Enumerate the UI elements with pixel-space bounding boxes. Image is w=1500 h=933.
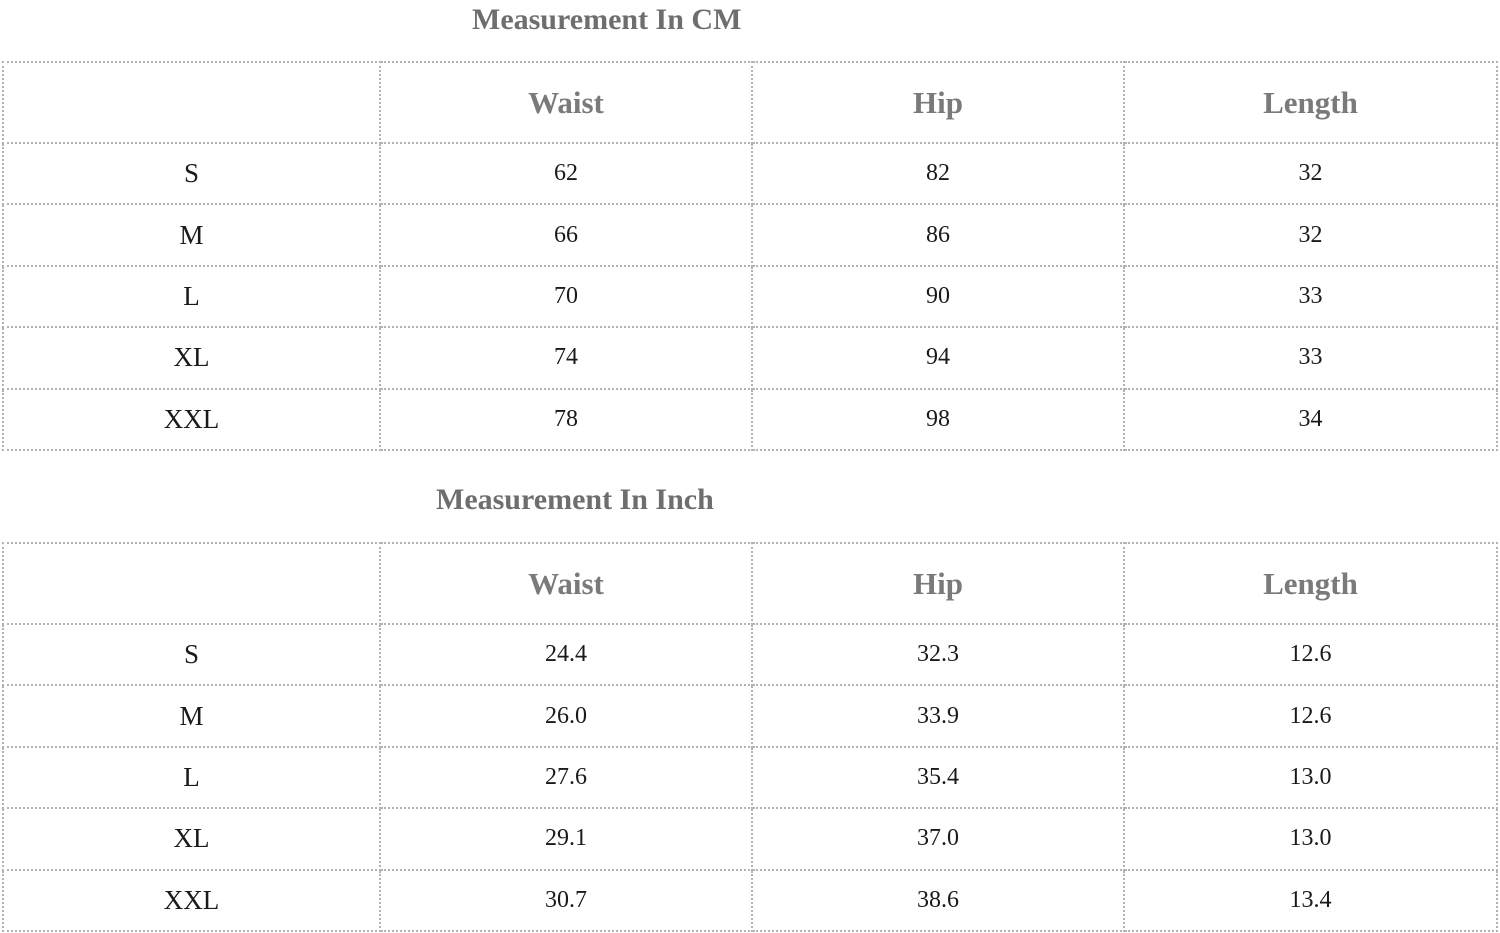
size-label: M (3, 685, 380, 746)
waist-value: 30.7 (380, 870, 752, 931)
hip-value: 86 (752, 204, 1124, 265)
length-value: 33 (1124, 327, 1497, 388)
size-label: M (3, 204, 380, 265)
waist-value: 24.4 (380, 624, 752, 685)
size-label: XXL (3, 389, 380, 450)
hip-value: 37.0 (752, 808, 1124, 869)
table-row (3, 747, 1497, 808)
cm-table-title: Measurement In CM (472, 3, 742, 36)
hip-value: 98 (752, 389, 1124, 450)
hip-value: 90 (752, 266, 1124, 327)
header-hip: Hip (752, 543, 1124, 624)
size-label: S (3, 143, 380, 204)
length-value: 13.0 (1124, 747, 1497, 808)
table-row (3, 685, 1497, 746)
header-hip: Hip (752, 62, 1124, 143)
header-waist: Waist (380, 543, 752, 624)
table-header-row (3, 62, 1497, 143)
length-value: 34 (1124, 389, 1497, 450)
header-corner-cell (3, 62, 380, 143)
inch-table-title: Measurement In Inch (436, 483, 714, 516)
length-value: 33 (1124, 266, 1497, 327)
table-header-row (3, 543, 1497, 624)
table-row (3, 266, 1497, 327)
length-value: 12.6 (1124, 624, 1497, 685)
waist-value: 29.1 (380, 808, 752, 869)
size-label: XXL (3, 870, 380, 931)
table-row (3, 327, 1497, 388)
hip-value: 82 (752, 143, 1124, 204)
size-label: XL (3, 808, 380, 869)
cm-size-table (2, 61, 1498, 451)
table-row (3, 808, 1497, 869)
header-waist: Waist (380, 62, 752, 143)
header-corner-cell (3, 543, 380, 624)
size-label: S (3, 624, 380, 685)
length-value: 13.4 (1124, 870, 1497, 931)
waist-value: 66 (380, 204, 752, 265)
size-label: XL (3, 327, 380, 388)
table-row (3, 389, 1497, 450)
waist-value: 74 (380, 327, 752, 388)
waist-value: 78 (380, 389, 752, 450)
length-value: 32 (1124, 143, 1497, 204)
hip-value: 35.4 (752, 747, 1124, 808)
header-length: Length (1124, 543, 1497, 624)
size-label: L (3, 747, 380, 808)
length-value: 32 (1124, 204, 1497, 265)
waist-value: 62 (380, 143, 752, 204)
waist-value: 70 (380, 266, 752, 327)
size-label: L (3, 266, 380, 327)
length-value: 12.6 (1124, 685, 1497, 746)
length-value: 13.0 (1124, 808, 1497, 869)
hip-value: 32.3 (752, 624, 1124, 685)
header-length: Length (1124, 62, 1497, 143)
table-row (3, 204, 1497, 265)
table-row (3, 870, 1497, 931)
table-row (3, 143, 1497, 204)
table-row (3, 624, 1497, 685)
waist-value: 26.0 (380, 685, 752, 746)
inch-size-table (2, 542, 1498, 932)
hip-value: 94 (752, 327, 1124, 388)
hip-value: 38.6 (752, 870, 1124, 931)
waist-value: 27.6 (380, 747, 752, 808)
hip-value: 33.9 (752, 685, 1124, 746)
